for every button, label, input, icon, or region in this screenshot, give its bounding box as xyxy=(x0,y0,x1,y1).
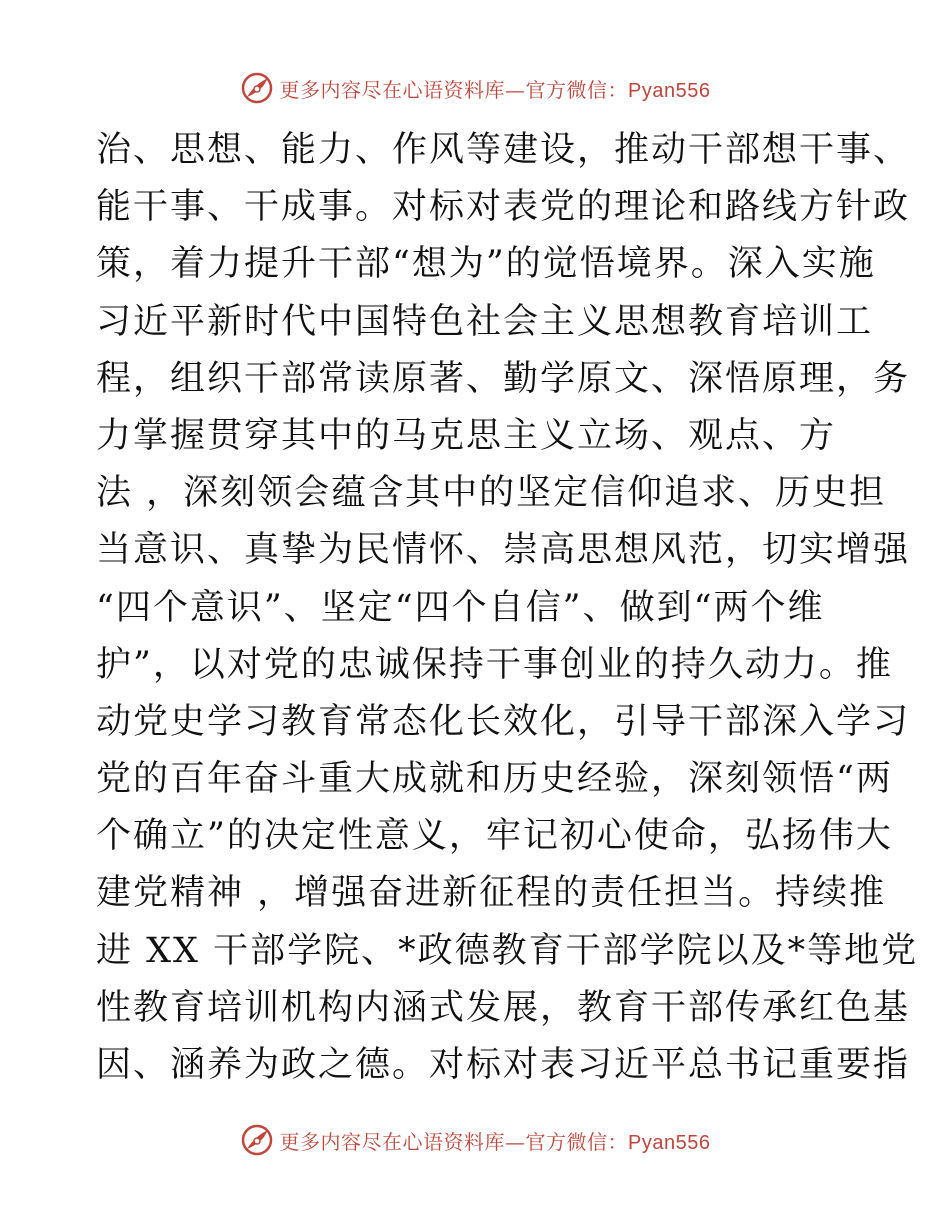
body-line: 动党史学习教育常态化长效化，引导干部深入学习 xyxy=(96,701,911,742)
body-line: 法 ，深刻领会蕴含其中的坚定信仰追求、历史担 xyxy=(96,473,887,514)
pen-nib-logo-icon xyxy=(240,71,274,105)
body-line: 因、涵养为政之德。对标对表习近平总书记重要指 xyxy=(96,1045,911,1085)
header-wechat-label: 官方微信： xyxy=(525,77,629,102)
body-line: 护”，以对党的忠诚保持干事创业的持久动力。推 xyxy=(96,644,893,685)
body-line: 进 XX 干部学院、*政德教育干部学院以及*等地党 xyxy=(96,930,919,971)
header-wechat-id: Pyan556 xyxy=(628,79,711,102)
body-line: 党的百年奋斗重大成就和历史经验，深刻领悟“两 xyxy=(96,759,893,800)
body-line: 当意识、真挚为民情怀、崇高思想风范，切实增强 xyxy=(96,530,911,571)
body-line: 治、思想、能力、作风等建设，推动干部想干事、 xyxy=(96,130,911,170)
document-body xyxy=(96,122,919,1094)
body-line: 能干事、干成事。对标对表党的理论和路线方针政 xyxy=(96,187,911,228)
body-line: 性教育培训机构内涵式发展，教育干部传承红色基 xyxy=(96,987,911,1028)
pen-nib-logo-icon xyxy=(240,1123,274,1157)
header-banner xyxy=(0,70,950,106)
footer-wechat-id: Pyan556 xyxy=(628,1131,711,1154)
footer-wechat-label: 官方微信： xyxy=(525,1129,629,1154)
body-line: 程，组织干部常读原著、勤学原文、深悟原理，务 xyxy=(96,358,911,399)
header-separator: — xyxy=(505,77,526,102)
footer-site-name: 更多内容尽在心语资料库 xyxy=(279,1129,506,1154)
body-line: 习近平新时代中国特色社会主义思想教育培训工 xyxy=(96,301,874,342)
footer-banner xyxy=(0,1122,950,1158)
body-line: 力掌握贯穿其中的马克思主义立场、观点、方 xyxy=(96,415,837,456)
header-site-name: 更多内容尽在心语资料库 xyxy=(279,77,506,102)
header-banner-text xyxy=(280,74,711,103)
footer-banner-text xyxy=(280,1126,711,1155)
body-line: 建党精神 ，增强奋进新征程的责任担当。持续推 xyxy=(96,873,887,914)
footer-separator: — xyxy=(505,1129,526,1154)
body-line: “四个意识”、坚定“四个自信”、做到“两个维 xyxy=(96,587,825,628)
body-line: 个确立”的决定性意义，牢记初心使命，弘扬伟大 xyxy=(96,816,893,857)
body-line: 策，着力提升干部“想为”的觉悟境界。深入实施 xyxy=(96,244,876,285)
